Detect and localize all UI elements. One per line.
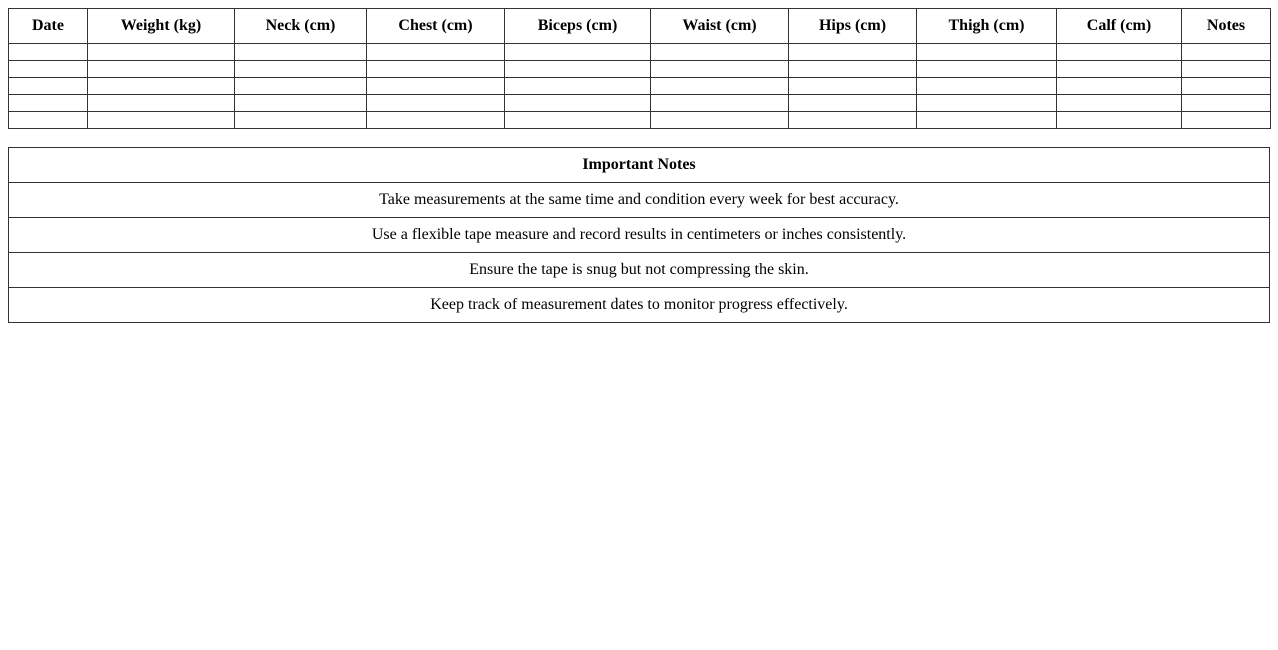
table-cell[interactable] [917, 78, 1057, 95]
table-row [9, 78, 1271, 95]
note-text: Use a flexible tape measure and record results in centimeters or inches consistently. [9, 218, 1270, 253]
table-cell[interactable] [9, 44, 88, 61]
table-cell[interactable] [789, 44, 917, 61]
table-cell[interactable] [9, 95, 88, 112]
table-cell[interactable] [651, 95, 789, 112]
column-header-chest: Chest (cm) [367, 9, 505, 44]
table-cell[interactable] [917, 44, 1057, 61]
column-header-calf: Calf (cm) [1057, 9, 1182, 44]
table-cell[interactable] [505, 95, 651, 112]
note-text: Take measurements at the same time and condition every week for best accuracy. [9, 183, 1270, 218]
column-header-neck: Neck (cm) [235, 9, 367, 44]
notes-title: Important Notes [9, 148, 1270, 183]
table-cell[interactable] [505, 112, 651, 129]
table-cell[interactable] [1182, 112, 1271, 129]
note-row [9, 218, 1270, 253]
table-row [9, 95, 1271, 112]
table-cell[interactable] [1057, 95, 1182, 112]
column-header-weight: Weight (kg) [88, 9, 235, 44]
table-cell[interactable] [367, 95, 505, 112]
table-cell[interactable] [235, 112, 367, 129]
table-cell[interactable] [367, 112, 505, 129]
table-cell[interactable] [88, 78, 235, 95]
table-cell[interactable] [917, 95, 1057, 112]
notes-header-row [9, 148, 1270, 183]
column-header-date: Date [9, 9, 88, 44]
table-cell[interactable] [1057, 44, 1182, 61]
table-cell[interactable] [1182, 61, 1271, 78]
table-row [9, 61, 1271, 78]
table-cell[interactable] [651, 44, 789, 61]
table-cell[interactable] [789, 61, 917, 78]
table-cell[interactable] [917, 61, 1057, 78]
table-cell[interactable] [9, 61, 88, 78]
measurement-table [8, 8, 1271, 129]
page-content [8, 8, 1270, 323]
table-cell[interactable] [88, 44, 235, 61]
table-cell[interactable] [235, 44, 367, 61]
table-cell[interactable] [505, 61, 651, 78]
column-header-hips: Hips (cm) [789, 9, 917, 44]
table-cell[interactable] [88, 112, 235, 129]
table-cell[interactable] [1057, 61, 1182, 78]
note-text: Keep track of measurement dates to monitor progress effectively. [9, 288, 1270, 323]
table-cell[interactable] [235, 61, 367, 78]
table-cell[interactable] [367, 44, 505, 61]
table-cell[interactable] [367, 78, 505, 95]
table-row [9, 44, 1271, 61]
column-header-notes: Notes [1182, 9, 1271, 44]
note-row [9, 253, 1270, 288]
table-cell[interactable] [1182, 78, 1271, 95]
table-cell[interactable] [9, 112, 88, 129]
table-cell[interactable] [235, 78, 367, 95]
note-row [9, 183, 1270, 218]
table-cell[interactable] [1057, 78, 1182, 95]
table-cell[interactable] [1182, 44, 1271, 61]
note-row [9, 288, 1270, 323]
table-cell[interactable] [367, 61, 505, 78]
note-text: Ensure the tape is snug but not compressing the skin. [9, 253, 1270, 288]
table-header-row [9, 9, 1271, 44]
table-body [9, 44, 1271, 129]
table-cell[interactable] [505, 78, 651, 95]
table-cell[interactable] [1182, 95, 1271, 112]
table-cell[interactable] [789, 95, 917, 112]
table-cell[interactable] [88, 95, 235, 112]
table-cell[interactable] [505, 44, 651, 61]
important-notes-table [8, 147, 1270, 323]
table-cell[interactable] [88, 61, 235, 78]
table-cell[interactable] [235, 95, 367, 112]
table-cell[interactable] [1057, 112, 1182, 129]
table-row [9, 112, 1271, 129]
table-cell[interactable] [9, 78, 88, 95]
table-cell[interactable] [651, 112, 789, 129]
table-cell[interactable] [789, 78, 917, 95]
table-cell[interactable] [917, 112, 1057, 129]
column-header-waist: Waist (cm) [651, 9, 789, 44]
column-header-thigh: Thigh (cm) [917, 9, 1057, 44]
table-cell[interactable] [789, 112, 917, 129]
table-cell[interactable] [651, 61, 789, 78]
column-header-biceps: Biceps (cm) [505, 9, 651, 44]
table-cell[interactable] [651, 78, 789, 95]
